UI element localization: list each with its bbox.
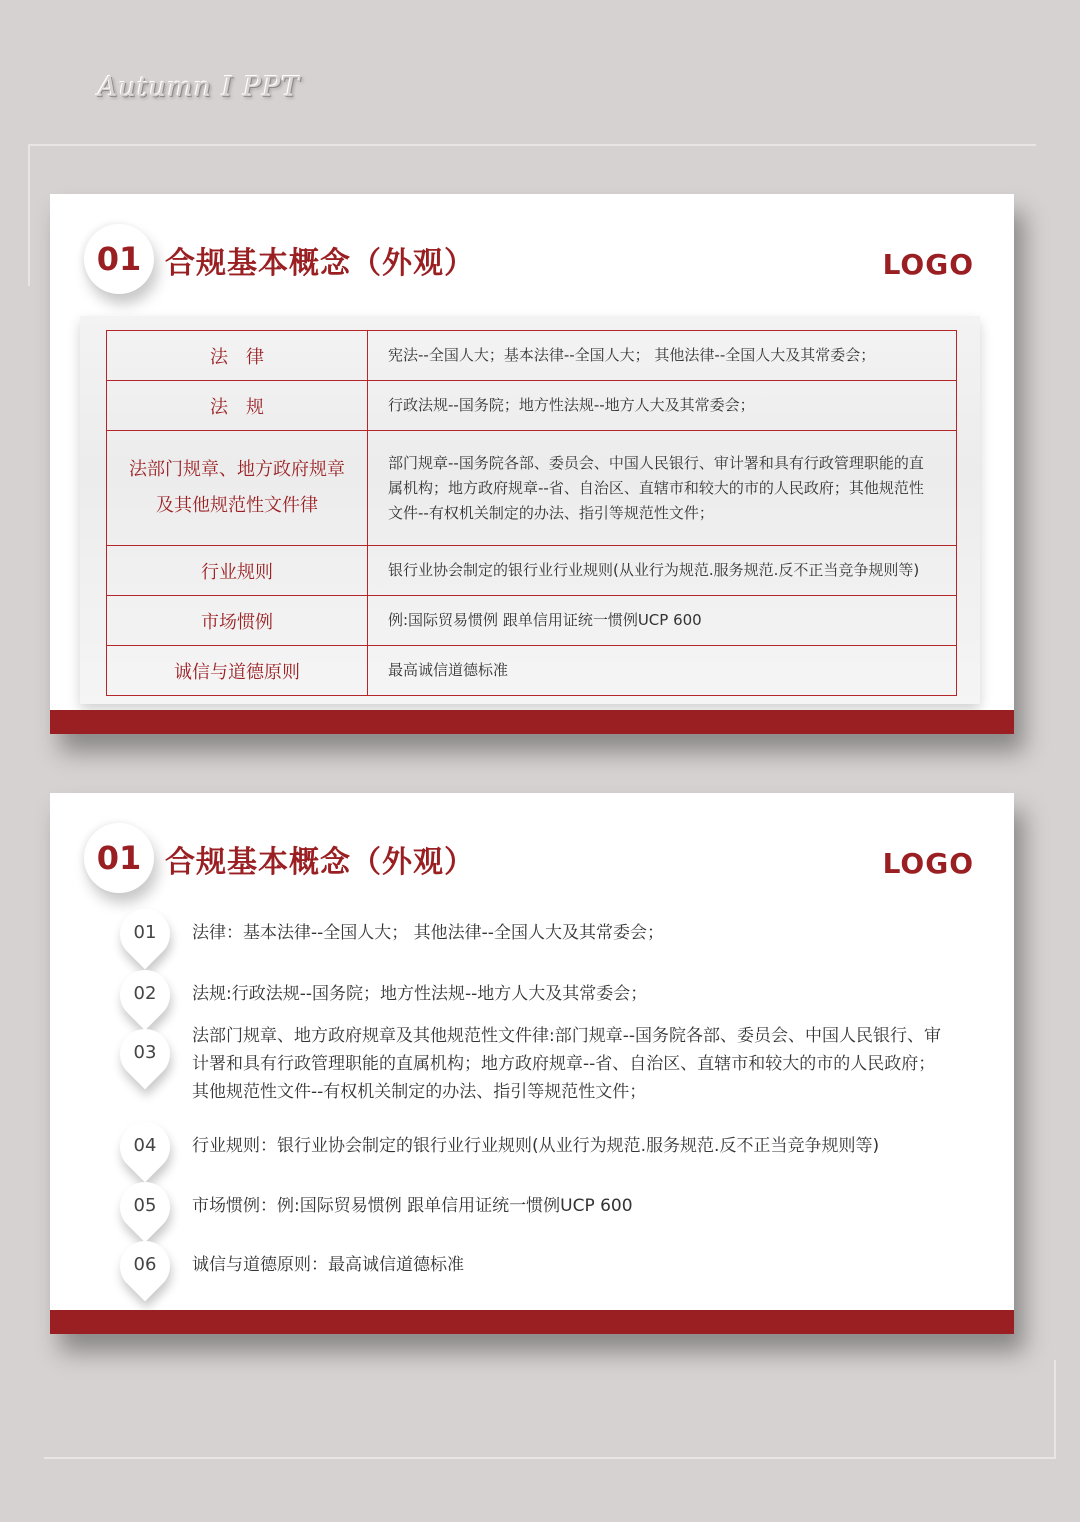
footer-bar bbox=[50, 710, 1014, 734]
rules-table bbox=[106, 330, 957, 696]
row-key: 行业规则 bbox=[107, 546, 368, 596]
brand-title: Autumn I PPT bbox=[98, 72, 301, 103]
item-number: 05 bbox=[133, 1195, 157, 1216]
logo: LOGO bbox=[882, 248, 974, 281]
row-value: 例:国际贸易惯例 跟单信用证统一惯例UCP 600 bbox=[368, 596, 957, 646]
decorative-frame-line bbox=[28, 144, 30, 286]
item-number: 02 bbox=[133, 983, 157, 1004]
item-text: 法部门规章、地方政府规章及其他规范性文件律:部门规章--国务院各部、委员会、中国人民银行、审计署和具有行政管理职能的直属机构；地方政府规章--省、自治区、直辖市和较大的市的人民政府；其他规范性文件--有权机关制定的办法、指引等规范性文件； bbox=[192, 1026, 941, 1102]
footer-bar bbox=[50, 1310, 1014, 1334]
table-panel bbox=[80, 316, 980, 704]
row-key: 市场惯例 bbox=[107, 596, 368, 646]
logo: LOGO bbox=[882, 847, 974, 880]
pin-marker-icon bbox=[120, 1182, 172, 1234]
pin-marker-icon bbox=[120, 970, 172, 1022]
row-key: 法 规 bbox=[107, 381, 368, 431]
row-value: 宪法--全国人大；基本法律--全国人大； 其他法律--全国人大及其常委会； bbox=[368, 331, 957, 381]
section-number: 01 bbox=[84, 224, 154, 294]
row-value: 部门规章--国务院各部、委员会、中国人民银行、审计署和具有行政管理职能的直属机构；地方政府规章--省、自治区、直辖市和较大的市的人民政府；其他规范性文件--有权机关制定的办法、指引等规范性文件； bbox=[368, 431, 957, 546]
slide-title: 合规基本概念（外观） bbox=[165, 845, 475, 880]
table-row bbox=[107, 381, 957, 431]
slide-title: 合规基本概念（外观） bbox=[165, 246, 475, 281]
row-key: 诚信与道德原则 bbox=[107, 646, 368, 696]
pin-marker-icon bbox=[120, 1122, 172, 1174]
pin-marker-icon bbox=[120, 1241, 172, 1293]
decorative-frame-line bbox=[44, 1457, 1056, 1459]
item-number: 03 bbox=[133, 1042, 157, 1063]
row-key: 法部门规章、地方政府规章及其他规范性文件律 bbox=[107, 431, 368, 546]
table-row bbox=[107, 431, 957, 546]
pin-marker-icon bbox=[120, 909, 172, 961]
item-text: 法规:行政法规--国务院；地方性法规--地方人大及其常委会； bbox=[192, 984, 648, 1004]
table-row bbox=[107, 646, 957, 696]
table-row bbox=[107, 546, 957, 596]
item-text: 行业规则：银行业协会制定的银行业行业规则(从业行为规范.服务规范.反不正当竞争规则等) bbox=[192, 1136, 880, 1156]
pin-marker-icon bbox=[120, 1029, 172, 1081]
section-number: 01 bbox=[84, 823, 154, 893]
item-number: 04 bbox=[133, 1135, 157, 1156]
item-text: 市场惯例：例:国际贸易惯例 跟单信用证统一惯例UCP 600 bbox=[192, 1196, 633, 1216]
row-value: 最高诚信道德标准 bbox=[368, 646, 957, 696]
slide-table-version bbox=[50, 194, 1014, 734]
row-value: 银行业协会制定的银行业行业规则(从业行为规范.服务规范.反不正当竞争规则等) bbox=[368, 546, 957, 596]
decorative-frame-line bbox=[1054, 1360, 1056, 1458]
row-key: 法 律 bbox=[107, 331, 368, 381]
item-text: 法律：基本法律--全国人大； 其他法律--全国人大及其常委会； bbox=[192, 923, 664, 943]
table-row bbox=[107, 596, 957, 646]
item-text: 诚信与道德原则：最高诚信道德标准 bbox=[192, 1255, 464, 1275]
row-value: 行政法规--国务院；地方性法规--地方人大及其常委会； bbox=[368, 381, 957, 431]
table-row bbox=[107, 331, 957, 381]
item-number: 06 bbox=[133, 1254, 157, 1275]
slide-list-version bbox=[50, 793, 1014, 1334]
decorative-frame-line bbox=[30, 144, 1036, 146]
item-number: 01 bbox=[133, 922, 157, 943]
